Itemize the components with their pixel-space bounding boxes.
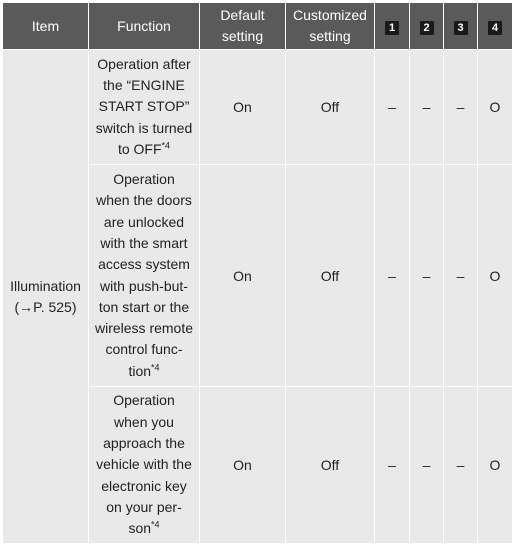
footnote-marker: *4	[151, 362, 160, 373]
col-1-cell: –	[375, 50, 410, 165]
footnote-marker: *4	[161, 140, 171, 151]
function-line: START STOP”	[98, 98, 190, 115]
header-default-line: setting	[221, 28, 264, 44]
function-line-text: tion	[128, 362, 152, 379]
customized-setting-cell: Off	[286, 50, 375, 165]
header-customized-setting	[286, 3, 375, 50]
function-line: with the smart	[100, 234, 188, 251]
function-line: wireless remote	[94, 320, 194, 337]
badge-2-icon: 2	[420, 21, 434, 35]
function-line: electronic key	[101, 477, 187, 494]
function-line: when you	[114, 413, 174, 430]
function-line	[89, 518, 199, 539]
header-default-setting	[200, 3, 286, 50]
function-line: on your per-	[106, 498, 182, 515]
header-customized-line: Customized	[293, 7, 367, 23]
function-line-text: son	[128, 520, 152, 537]
function-line: Operation	[113, 392, 175, 409]
header-col-3	[444, 3, 478, 50]
settings-table	[2, 2, 513, 544]
col-2-cell: –	[410, 50, 444, 165]
header-function: Function	[89, 3, 200, 50]
function-line: access system	[98, 256, 190, 273]
function-line: the “ENGINE	[103, 77, 185, 94]
function-line	[89, 361, 199, 382]
col-4-cell: O	[478, 50, 513, 165]
function-line: with push-but-	[100, 277, 188, 294]
function-line-text: to OFF	[117, 140, 162, 157]
function-line: are unlocked	[103, 213, 185, 230]
default-setting-cell: On	[200, 387, 286, 544]
item-label: Illumination	[10, 277, 81, 294]
function-cell	[89, 165, 200, 387]
function-line	[89, 139, 199, 160]
col-3-cell: –	[444, 387, 478, 544]
function-line: Operation after	[97, 55, 191, 72]
badge-1-icon: 1	[385, 21, 399, 35]
default-setting-cell: On	[200, 50, 286, 165]
header-default-line: Default	[220, 7, 265, 23]
customized-setting-cell: Off	[286, 165, 375, 387]
header-item: Item	[3, 3, 89, 50]
col-2-cell: –	[410, 387, 444, 544]
function-line: approach the	[103, 435, 185, 452]
function-line: switch is turned	[95, 119, 193, 136]
function-line: Operation	[113, 171, 175, 188]
header-customized-line: setting	[309, 28, 351, 44]
col-3-cell: –	[444, 165, 478, 387]
item-cell	[3, 50, 89, 544]
badge-4-icon: 4	[488, 21, 502, 35]
function-cell	[89, 50, 200, 165]
col-2-cell: –	[410, 165, 444, 387]
col-1-cell: –	[375, 165, 410, 387]
item-page-ref: (→P. 525)	[14, 298, 77, 315]
header-col-4	[478, 3, 513, 50]
header-row	[3, 3, 513, 50]
header-col-1	[375, 3, 410, 50]
badge-3-icon: 3	[454, 21, 468, 35]
col-1-cell: –	[375, 387, 410, 544]
function-cell	[89, 387, 200, 544]
footnote-marker: *4	[151, 519, 160, 530]
table-row	[3, 50, 513, 165]
function-line: ton start or the	[98, 298, 190, 315]
function-line: control func-	[105, 341, 183, 358]
function-line: vehicle with the	[96, 456, 192, 473]
default-setting-cell: On	[200, 165, 286, 387]
customized-setting-cell: Off	[286, 387, 375, 544]
function-line: when the doors	[96, 192, 192, 209]
col-3-cell: –	[444, 50, 478, 165]
col-4-cell: O	[478, 165, 513, 387]
header-col-2	[410, 3, 444, 50]
col-4-cell: O	[478, 387, 513, 544]
